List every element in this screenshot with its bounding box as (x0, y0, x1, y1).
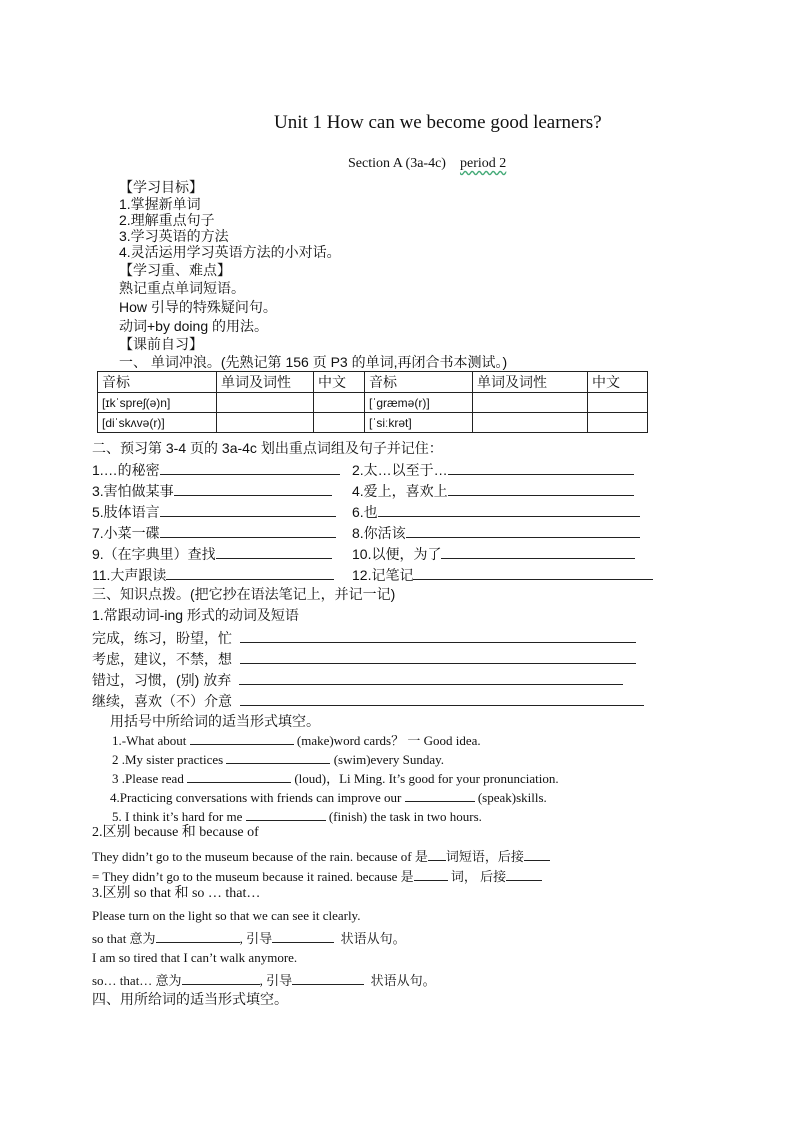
answer-blank[interactable] (160, 502, 336, 517)
example-sentence: Please turn on the light so that we can see it clearly. (92, 908, 361, 923)
phrase-item: 10.以便，为了 (352, 544, 635, 563)
table-header: 音标 (98, 372, 217, 393)
table-header: 中文 (314, 372, 365, 393)
phrase-item: 11.大声跟读 (92, 565, 334, 584)
fill-item: 5. I think it’s hard for me (finish) the task in two hours. (112, 806, 482, 826)
fill-item: 1.-What about (make)word cards？ 一 Good idea. (112, 730, 481, 750)
phonetic-cell: [ɪkˈspreʃ(ə)n] (98, 393, 217, 413)
unit-title: Unit 1 How can we become good learners? (274, 112, 602, 133)
answer-blank[interactable] (405, 787, 475, 802)
answer-blank[interactable] (448, 481, 634, 496)
answer-blank[interactable] (441, 544, 635, 559)
phonetic-cell: [ˈɡræmə(r)] (365, 393, 473, 413)
part1-instruction: 一、 单词冲浪。(先熟记第 156 页 P3 的单词,再闭合书本测试。) (119, 354, 508, 370)
part3-heading: 三、知识点拨。(把它抄在语法笔记上，并记一记) (92, 586, 396, 602)
goal-item: 2.理解重点句子 (119, 212, 215, 228)
verb-group: 完成，练习，盼望，忙 (92, 628, 636, 647)
keypoint-item: How 引导的特殊疑问句。 (119, 299, 277, 315)
subheading-so-that: 3.区别 so that 和 so … that… (92, 886, 261, 901)
answer-blank[interactable] (166, 565, 334, 580)
answer-blank[interactable] (240, 649, 636, 664)
table-header: 音标 (365, 372, 473, 393)
answer-blank[interactable] (190, 730, 294, 745)
fill-instruction: 用括号中所给词的适当形式填空。 (110, 713, 320, 729)
preview-heading: 【课前自习】 (119, 336, 203, 352)
verb-group: 继续，喜欢（不）介意 (92, 691, 644, 710)
goal-item: 3.学习英语的方法 (119, 228, 229, 244)
goal-item: 4.灵活运用学习英语方法的小对话。 (119, 244, 341, 260)
goals-heading: 【学习目标】 (119, 179, 203, 195)
so-that-line: so… that… 意为 , 引导 状语从句。 (92, 970, 436, 990)
answer-blank[interactable] (378, 502, 640, 517)
table-header: 单词及词性 (473, 372, 588, 393)
answer-cell[interactable] (588, 393, 648, 413)
keypoint-item: 动词+by doing 的用法。 (119, 318, 268, 334)
phonetic-cell: [ˈsiːkrət] (365, 413, 473, 433)
answer-blank[interactable] (406, 523, 640, 538)
fill-item: 3 .Please read (loud)，Li Ming. It’s good for your pronunciation. (112, 768, 559, 788)
vocab-table (97, 371, 648, 433)
period-label: period 2 (459, 156, 507, 171)
answer-blank[interactable] (428, 846, 446, 861)
verb-group: 考虑，建议，不禁，想 (92, 649, 636, 668)
answer-blank[interactable] (414, 866, 448, 881)
phrase-item: 12.记笔记 (352, 565, 653, 584)
answer-blank[interactable] (240, 628, 636, 643)
section-subtitle (348, 156, 506, 172)
answer-blank[interactable] (272, 928, 334, 943)
answer-cell[interactable] (473, 413, 588, 433)
phonetic-cell: [diˈskʌvə(r)] (98, 413, 217, 433)
answer-cell[interactable] (314, 413, 365, 433)
answer-blank[interactable] (240, 691, 644, 706)
phrase-item: 3.害怕做某事 (92, 481, 332, 500)
table-header: 单词及词性 (217, 372, 314, 393)
because-line: They didn’t go to the museum because of the rain. because of 是 词短语，后接 (92, 846, 550, 866)
answer-blank[interactable] (246, 806, 326, 821)
answer-blank[interactable] (160, 460, 340, 475)
table-header-row (98, 372, 648, 393)
phrase-item: 1.…的秘密 (92, 460, 340, 479)
answer-cell[interactable] (217, 393, 314, 413)
answer-blank[interactable] (413, 565, 653, 580)
part4-heading: 四、用所给词的适当形式填空。 (92, 991, 288, 1007)
answer-cell[interactable] (217, 413, 314, 433)
phrase-item: 6.也 (352, 502, 640, 521)
table-row (98, 393, 648, 413)
answer-blank[interactable] (506, 866, 542, 881)
answer-blank[interactable] (292, 970, 364, 985)
phrase-item: 5.肢体语言 (92, 502, 336, 521)
answer-blank[interactable] (187, 768, 291, 783)
keypoints-heading: 【学习重、难点】 (119, 262, 231, 278)
subheading-because: 2.区别 because 和 because of (92, 825, 259, 840)
phrase-item: 9.（在字典里）查找 (92, 544, 332, 563)
phrase-item: 4.爱上，喜欢上 (352, 481, 634, 500)
example-sentence: I am so tired that I can’t walk anymore. (92, 950, 298, 965)
answer-blank[interactable] (239, 670, 623, 685)
keypoint-item: 熟记重点单词短语。 (119, 280, 245, 296)
answer-blank[interactable] (160, 523, 336, 538)
section-label: Section A (3a-4c) (348, 156, 446, 171)
fill-item: 2 .My sister practices (swim)every Sunday. (112, 749, 444, 769)
phrase-item: 7.小菜一碟 (92, 523, 336, 542)
answer-blank[interactable] (216, 544, 332, 559)
answer-cell[interactable] (588, 413, 648, 433)
fill-item: 4.Practicing conversations with friends can improve our (speak)skills. (110, 787, 547, 807)
because-line: = They didn’t go to the museum because it rained. because 是 词， 后接 (92, 866, 542, 886)
part2-instruction: 二、预习第 3-4 页的 3a-4c 划出重点词组及句子并记住： (92, 440, 443, 456)
phrase-item: 2.太…以至于… (352, 460, 634, 479)
answer-cell[interactable] (473, 393, 588, 413)
answer-blank[interactable] (156, 928, 240, 943)
answer-blank[interactable] (182, 970, 260, 985)
table-header: 中文 (588, 372, 648, 393)
phrase-item: 8.你活该 (352, 523, 640, 542)
answer-blank[interactable] (226, 749, 330, 764)
subheading-ing: 1.常跟动词-ing 形式的动词及短语 (92, 607, 299, 623)
verb-group: 错过，习惯，(别) 放弃 (92, 670, 623, 689)
answer-blank[interactable] (174, 481, 332, 496)
table-row (98, 413, 648, 433)
goal-item: 1.掌握新单词 (119, 196, 201, 212)
answer-blank[interactable] (524, 846, 550, 861)
so-that-line: so that 意为 , 引导 状语从句。 (92, 928, 406, 948)
answer-blank[interactable] (448, 460, 634, 475)
answer-cell[interactable] (314, 393, 365, 413)
